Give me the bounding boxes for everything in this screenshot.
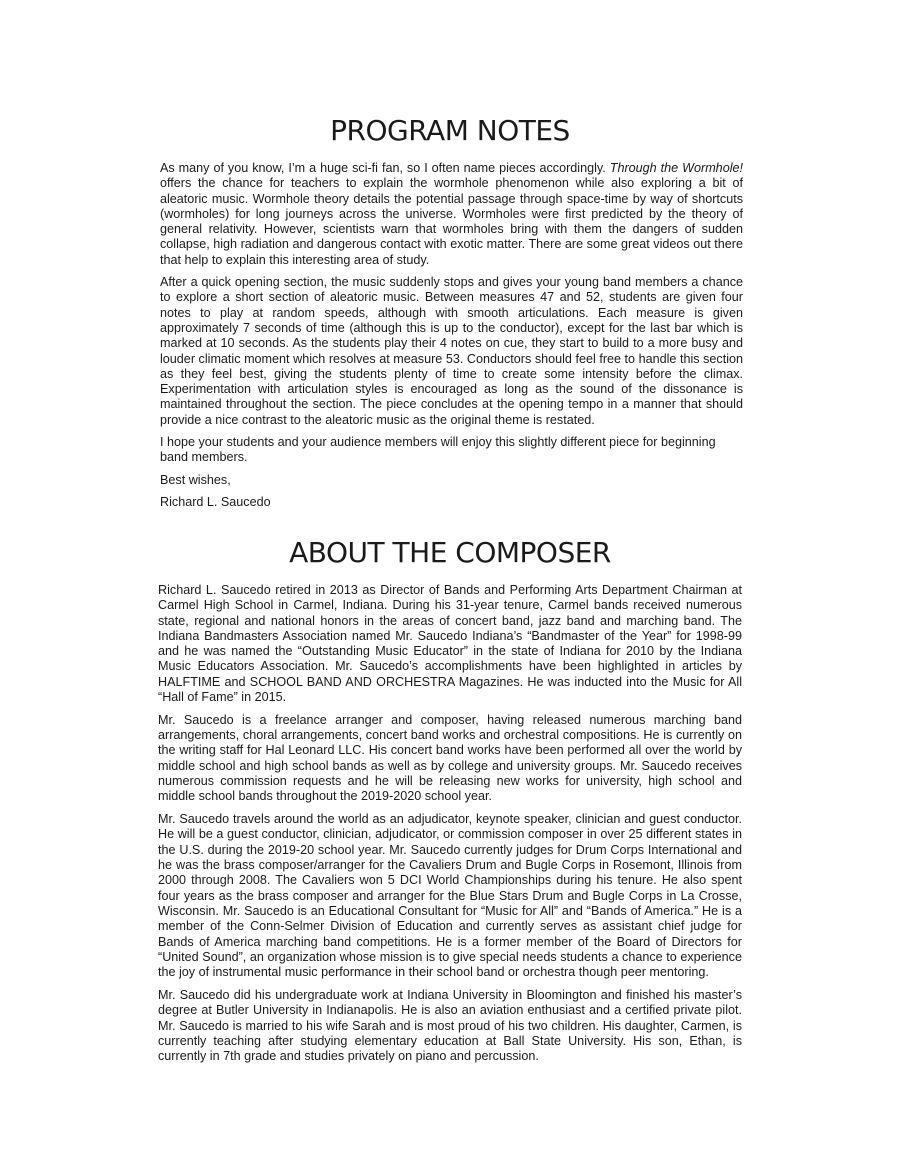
program-notes-paragraph: After a quick opening section, the music suddenly stops and gives your young band members a chance to explore a short section of aleatoric music. Between measures 47 and 52, students are given four notes to play at random speeds, although with smooth articulations. Each measure is given approximately 7 seconds of time (although this is up to the conductor), except for the last bar which is marked at 10 seconds. As the students play their 4 notes on cue, they start to build to a more busy and louder climatic moment which resolves at measure 53. Conductors should feel free to handle this section as they feel best, giving the students plenty of time to create some intensity before the climax. Experimentation with articulation styles is encouraged as long as the sound of the dissonance is maintained throughout the section. The piece concludes at the opening tempo in a manner that should provide a nice contrast to the aleatoric music as the original theme is restated. (160, 275, 743, 427)
about-composer-heading: ABOUT THE COMPOSER (289, 536, 611, 569)
about-composer-body (158, 583, 742, 1072)
composer-paragraph: Mr. Saucedo is a freelance arranger and composer, having released numerous marching band arrangements, choral arrangements, concert band works and orchestral compositions. He is currently on the writing staff for Hal Leonard LLC. His concert band works have been performed all over the world by middle school and high school bands as well as by college and university groups. Mr. Saucedo receives numerous commission requests and he will be releasing new works for university, high school and middle school bands throughout the 2019-2020 school year. (158, 712, 742, 804)
paragraph-text: offers the chance for teachers to explain the wormhole phenomenon while also exploring a bit of aleatoric music. Wormhole theory details the potential passage through space-time by way of shortcuts (wormholes) for long journeys across the universe. Wormholes were first predicted by the theory of general relativity. However, scientists warn that wormholes bring with them the dangers of sudden collapse, high radiation and dangerous contact with exotic matter. There are some great videos out there that help to explain this interesting area of study. (160, 176, 743, 267)
piece-title: Through the Wormhole! (609, 161, 743, 175)
composer-paragraph: Mr. Saucedo did his undergraduate work at Indiana University in Bloomington and finished his master’s degree at Butler University in Indianapolis. He is also an aviation enthusiast and a certified private pilot. Mr. Saucedo is married to his wife Sarah and is most proud of his two children. His daughter, Carmen, is currently teaching after studying elementary education at Ball State University. His son, Ethan, is currently in 7th grade and studies privately on piano and percussion. (158, 987, 742, 1064)
program-notes-heading: PROGRAM NOTES (330, 114, 570, 147)
paragraph-text: As many of you know, I’m a huge sci-fi fan, so I often name pieces accordingly. (160, 161, 610, 175)
program-notes-paragraph: I hope your students and your audience members will enjoy this slightly different piece for beginning band members. (160, 435, 716, 465)
signature: Richard L. Saucedo (160, 494, 271, 509)
program-notes-body (160, 161, 743, 517)
closing-salutation: Best wishes, (160, 472, 231, 487)
composer-paragraph: Richard L. Saucedo retired in 2013 as Director of Bands and Performing Arts Department Chairman at Carmel High School in Carmel, Indiana. During his 31-year tenure, Carmel bands received numerous state, regional and national honors in the areas of concert band, jazz band and marching band. The Indiana Bandmasters Association named Mr. Saucedo Indiana’s “Bandmaster of the Year” for 1998-99 and he was named the “Outstanding Music Educator” in the state of Indiana for 2010 by the Indiana Music Educators Association. Mr. Saucedo’s accomplishments have been highlighted in articles by HALFTIME and SCHOOL BAND AND ORCHESTRA Magazines. He was inducted into the Music for All “Hall of Fame” in 2015. (158, 583, 742, 705)
composer-paragraph: Mr. Saucedo travels around the world as an adjudicator, keynote speaker, clinician and guest conductor. He will be a guest conductor, clinician, adjudicator, or commission composer in over 25 different states in the U.S. during the 2019-20 school year. Mr. Saucedo currently judges for Drum Corps International and he was the brass composer/arranger for the Cavaliers Drum and Bugle Corps in Rosemont, Illinois from 2000 through 2008. The Cavaliers won 5 DCI World Championships during his tenure. He also spent four years as the brass composer and arranger for the Blue Stars Drum and Bugle Corps in La Crosse, Wisconsin. Mr. Saucedo is an Educational Consultant for “Music for All” and “Bands of America.” He is a member of the Conn-Selmer Division of Education and currently serves as assistant chief judge for Bands of America marching band competitions. He is a former member of the Board of Directors for “United Sound”, an organization whose mission is to give special needs students a chance to experience the joy of instrumental music performance in their school band or orchestra though peer mentoring. (158, 812, 742, 980)
program-notes-paragraph (160, 161, 743, 268)
